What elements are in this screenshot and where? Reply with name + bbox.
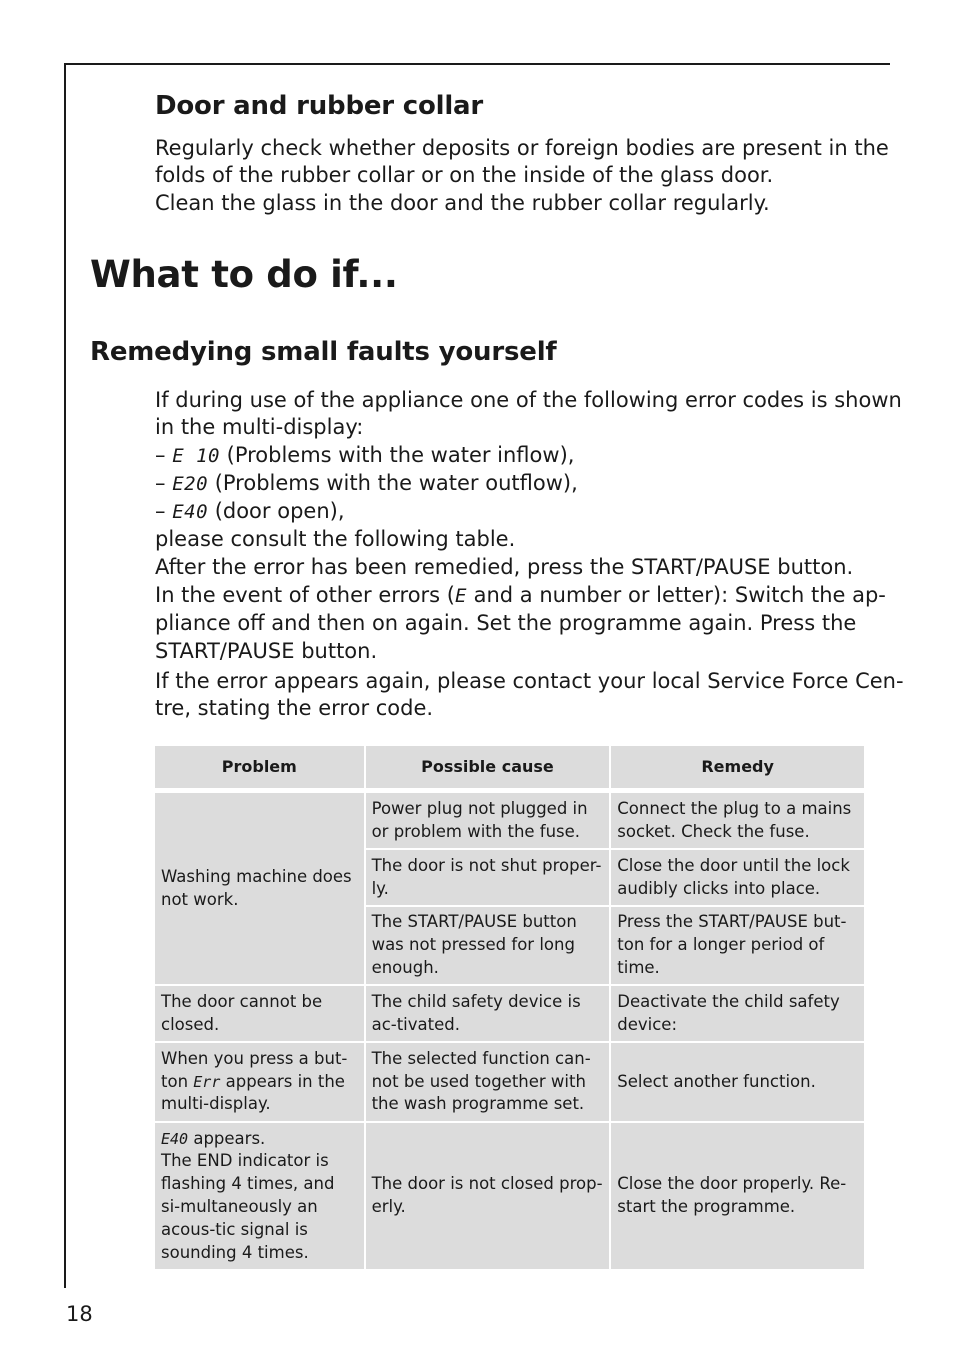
error-code-e10: E 10 xyxy=(172,444,220,467)
problem-cell: E40 appears. The END indicator is flashing 4 times, and si-multaneously an acous-tic signal is sounding 4 times. xyxy=(155,1123,364,1269)
door-collar-line: Clean the glass in the door and the rubber collar regularly. xyxy=(155,190,770,215)
column-header: Possible cause xyxy=(366,746,610,788)
remedy-cell: Close the door until the lock audibly clicks into place. xyxy=(611,850,864,905)
door-collar-heading: Door and rubber collar xyxy=(155,91,484,121)
remedy-cell: Press the START/PAUSE but-ton for a longer period of time. xyxy=(611,907,864,984)
remedy-cell: Close the door properly. Re-start the programme. xyxy=(611,1123,864,1269)
table-row xyxy=(155,1123,864,1269)
problem-cell: When you press a but-ton Err appears in the multi-display. xyxy=(155,1043,364,1121)
error-code-e20: E20 xyxy=(172,472,209,495)
error-code-e40: E40 xyxy=(172,501,209,524)
problem-cell: The door cannot be closed. xyxy=(155,986,364,1041)
column-header: Problem xyxy=(155,746,364,788)
door-collar-line: Regularly check whether deposits or foreign bodies are present in the xyxy=(155,136,889,160)
cause-cell: The selected function can-not be used together with the wash programme set. xyxy=(366,1043,610,1121)
table-row xyxy=(155,986,864,1041)
remedy-cell: Connect the plug to a mains socket. Check the fuse. xyxy=(611,793,864,848)
intro-line: If during use of the appliance one of the following error codes is shown xyxy=(155,388,902,412)
contact-paragraph: If the error appears again, please contact your local Service Force Cen- tre, stating the error code. xyxy=(155,669,904,721)
error-code-item: – E40 (door open), xyxy=(155,499,345,524)
other-errors-paragraph: In the event of other errors (E and a number or letter): Switch the ap- pliance off and then on again. Set the programme again. Press the START/PAUSE button. xyxy=(155,583,886,663)
page-title: What to do if... xyxy=(90,253,398,296)
page-number: 18 xyxy=(66,1302,93,1326)
table-row xyxy=(155,1043,864,1121)
cause-cell: The START/PAUSE button was not pressed for long enough. xyxy=(366,907,610,984)
error-code-item: – E20 (Problems with the water outflow), xyxy=(155,470,578,495)
error-code-err: Err xyxy=(193,1072,221,1091)
table-header-row xyxy=(155,746,864,788)
error-code-e40: E40 xyxy=(161,1129,189,1148)
cause-cell: Power plug not plugged in or problem with the fuse. xyxy=(366,793,610,848)
intro-paragraph xyxy=(155,387,902,581)
column-header: Remedy xyxy=(611,746,864,788)
error-code-item: – E 10 (Problems with the water inflow), xyxy=(155,442,575,467)
intro-line: in the multi-display: xyxy=(155,415,364,440)
cause-cell: The child safety device is ac-tivated. xyxy=(366,986,610,1041)
door-collar-paragraph xyxy=(155,135,889,217)
intro-line: please consult the following table. xyxy=(155,527,516,552)
fault-table xyxy=(153,744,866,1271)
cause-cell: The door is not closed prop-erly. xyxy=(366,1123,610,1269)
page-frame-top-rule xyxy=(65,63,890,65)
table-row xyxy=(155,793,864,848)
door-collar-line: folds of the rubber collar or on the inside of the glass door. xyxy=(155,163,774,188)
faults-subheading: Remedying small faults yourself xyxy=(90,337,557,367)
problem-cell: Washing machine does not work. xyxy=(155,793,364,984)
remedy-cell: Select another function. xyxy=(611,1043,864,1121)
cause-cell: The door is not shut proper-ly. xyxy=(366,850,610,905)
error-code-e: E xyxy=(455,585,467,607)
intro-line: After the error has been remedied, press the START/PAUSE button. xyxy=(155,554,854,579)
remedy-cell: Deactivate the child safety device: xyxy=(611,986,864,1041)
page-frame-left-rule xyxy=(64,63,66,1288)
